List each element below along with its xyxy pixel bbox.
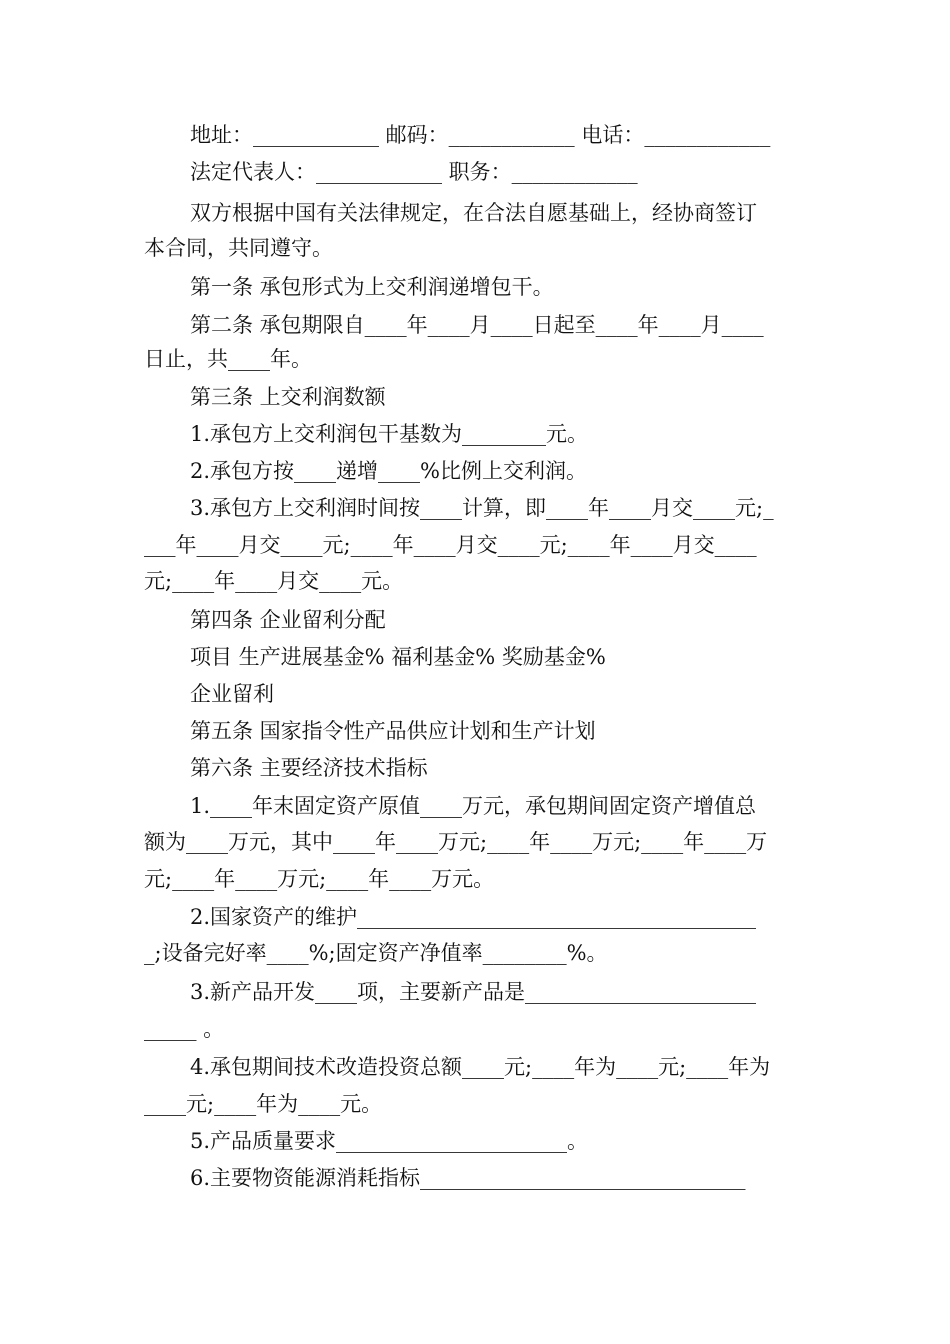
article-6-item-3-line-2: _____ 。	[144, 1017, 225, 1041]
article-3-item-3-line-1: 3.承包方上交利润时间按____计算，即____年____月交____元;_	[190, 496, 774, 520]
article-3-heading: 第三条 上交利润数额	[190, 385, 386, 409]
article-3-item-3-line-2: ___年____月交____元;____年____月交____元;____年____月交____	[144, 533, 757, 557]
article-6-heading: 第六条 主要经济技术指标	[190, 756, 428, 780]
legal-representative-line: 法定代表人：____________ 职务：____________	[190, 160, 638, 184]
article-4-items: 项目 生产进展基金% 福利基金% 奖励基金%	[190, 645, 606, 669]
article-6-item-4-line-2: ____元;____年为____元。	[144, 1092, 383, 1116]
article-3-item-1: 1.承包方上交利润包干基数为________元。	[190, 422, 589, 446]
article-5: 第五条 国家指令性产品供应计划和生产计划	[190, 719, 596, 743]
preamble-line-2: 本合同，共同遵守。	[144, 236, 333, 260]
article-6-item-2-line-1: 2.国家资产的维护______________________________________	[190, 905, 757, 929]
article-6-item-3-line-1: 3.新产品开发____项，主要新产品是______________________	[190, 980, 757, 1004]
article-6-item-1-line-2: 额为____万元，其中____年____万元;____年____万元;____年____万	[144, 830, 768, 854]
article-3-item-2: 2.承包方按____递增____%比例上交利润。	[190, 459, 587, 483]
party-address-line: 地址：____________ 邮码：____________ 电话：____________	[190, 123, 771, 147]
article-4-heading: 第四条 企业留利分配	[190, 608, 386, 632]
article-3-item-3-line-3: 元;____年____月交____元。	[144, 569, 404, 593]
article-4-retained-profit: 企业留利	[190, 682, 274, 706]
article-6-item-1-line-3: 元;____年____万元;____年____万元。	[144, 867, 495, 891]
article-6-item-5: 5.产品质量要求______________________。	[190, 1129, 589, 1153]
article-2-line-2: 日止，共____年。	[144, 347, 312, 371]
article-6-item-6: 6.主要物资能源消耗指标_______________________________	[190, 1166, 746, 1190]
article-6-item-4-line-1: 4.承包期间技术改造投资总额____元;____年为____元;____年为	[190, 1055, 771, 1079]
article-1: 第一条 承包形式为上交利润递增包干。	[190, 275, 554, 299]
article-6-item-1-line-1: 1.____年末固定资产原值____万元，承包期间固定资产增值总	[190, 794, 757, 818]
article-2-line-1: 第二条 承包期限自____年____月____日起至____年____月____	[190, 313, 764, 337]
preamble-line-1: 双方根据中国有关法律规定，在合法自愿基础上，经协商签订	[190, 201, 757, 225]
article-6-item-2-line-2: _;设备完好率____%;固定资产净值率________%。	[144, 941, 608, 965]
